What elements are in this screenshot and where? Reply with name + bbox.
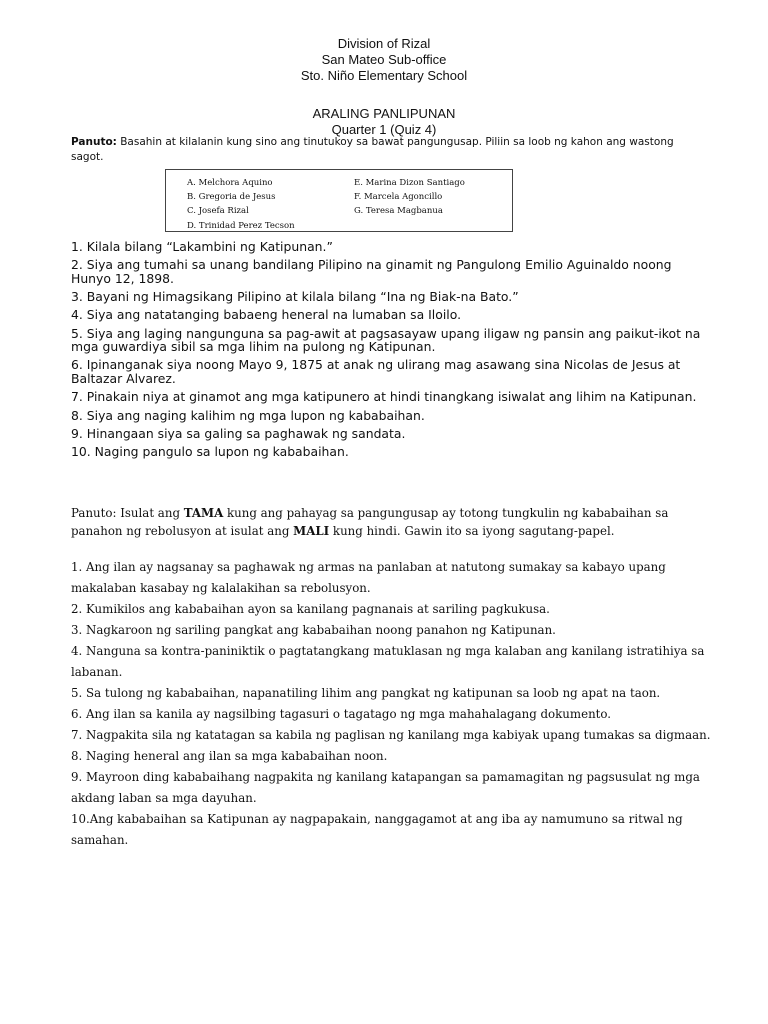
instructions-part1 — [71, 135, 691, 165]
header-spacer — [0, 84, 768, 106]
question-item: 9. Hinangaan siya sa galing sa paghawak ng sandata. — [71, 425, 406, 441]
instructions-label: Panuto: — [71, 136, 117, 148]
answer-choices-box — [165, 169, 513, 232]
choice-d: D. Trinidad Perez Tecson — [187, 220, 295, 231]
school-name: Sto. Niño Elementary School — [300, 68, 468, 83]
question-item: 3. Bayani ng Himagsikang Pilipino at kilala bilang “Ina ng Biak-na Bato.” — [71, 289, 519, 305]
choices-column-left — [187, 176, 295, 233]
choice-c: C. Josefa Rizal — [187, 206, 249, 217]
statement-item: 10.Ang kababaihan sa Katipunan ay nagpapakain, nanggagamot at ang iba ay namumuno sa ritwal ng samahan. — [71, 812, 683, 847]
statement-item: 1. Ang ilan ay nagsanay sa paghawak ng armas na panlaban at natutong sumakay sa kabayo upang makalaban kasabay ng kalalakihan sa rebolusyon. — [71, 560, 666, 595]
question-item: 7. Pinakain niya at ginamot ang mga katipunero at hindi tinangkang isiwalat ang lihim na Katipunan. — [71, 389, 697, 405]
tama-keyword: TAMA — [183, 506, 224, 520]
question-item: 2. Siya ang tumahi sa unang bandilang Pilipino na ginamit ng Pangulong Emilio Aguinaldo noong Hunyo 12, 1898. — [71, 257, 672, 286]
quarter-label: Quarter 1 (Quiz 4) — [331, 122, 437, 137]
sub-office-name: San Mateo Sub-office — [321, 52, 447, 67]
true-false-statements — [71, 557, 711, 851]
subject-title: ARALING PANLIPUNAN — [312, 106, 456, 121]
mali-keyword: MALI — [293, 524, 330, 538]
choice-e: E. Marina Dizon Santiago — [354, 178, 465, 188]
question-item: 5. Siya ang laging nangunguna sa pag-awit at pagsasayaw upang iligaw ng pansin ang paikut-ikot na mga guwardiya sibil sa mga lihim na pulong ng Katipunan. — [71, 325, 701, 355]
choices-column-right — [354, 176, 465, 219]
choice-a: A. Melchora Aquino — [187, 178, 273, 188]
statement-item: 4. Nanguna sa kontra-paniniktik o pagtatangkang matuklasan ng mga kalaban ang kanilang istratihiya sa labanan. — [71, 644, 705, 679]
statement-item: 8. Naging heneral ang ilan sa mga kababaihan noon. — [71, 749, 388, 763]
instructions-text: Basahin at kilalanin kung sino ang tinutukoy sa bawat pangungusap. Piliin sa loob ng kahon ang wastong sagot. — [71, 136, 674, 163]
instructions2-suffix: kung hindi. Gawin ito sa iyong sagutang-papel. — [329, 524, 615, 538]
statement-item: 2. Kumikilos ang kababaihan ayon sa kanilang pagnanais at sariling pagkukusa. — [71, 602, 550, 616]
question-item: 1. Kilala bilang “Lakambini ng Katipunan.” — [71, 239, 333, 254]
question-item: 8. Siya ang naging kalihim ng mga lupon ng kababaihan. — [71, 407, 425, 423]
division-name: Division of Rizal — [337, 36, 431, 51]
choice-b: B. Gregoria de Jesus — [187, 192, 276, 203]
instructions-part2 — [71, 504, 701, 540]
choice-f: F. Marcela Agoncillo — [354, 192, 443, 203]
statement-item: 6. Ang ilan sa kanila ay nagsilbing tagasuri o tagatago ng mga mahahalagang dokumento. — [71, 707, 612, 721]
question-item: 10. Naging pangulo sa lupon ng kababaihan. — [71, 444, 349, 460]
instructions2-prefix: Panuto: Isulat ang — [71, 506, 184, 520]
statement-item: 3. Nagkaroon ng sariling pangkat ang kababaihan noong panahon ng Katipunan. — [71, 623, 556, 637]
question-item: 4. Siya ang natatanging babaeng heneral na lumaban sa Iloilo. — [71, 307, 462, 323]
question-item: 6. Ipinanganak siya noong Mayo 9, 1875 at anak ng ulirang mag asawang sina Nicolas de Jesus at Baltazar Alvarez. — [71, 357, 681, 386]
statement-item: 5. Sa tulong ng kababaihan, napanatiling lihim ang pangkat ng katipunan sa loob ng apat na taon. — [71, 686, 661, 700]
statement-item: 7. Nagpakita sila ng katatagan sa kabila ng paglisan ng kanilang mga kabiyak upang tumakas sa digmaan. — [71, 728, 711, 742]
identification-questions — [71, 240, 711, 463]
choice-g: G. Teresa Magbanua — [354, 206, 443, 217]
instructions2-middle: kung ang pahayag sa pangungusap ay totong tungkulin ng kababaihan sa panahon ng rebolusyon at isulat ang — [71, 506, 669, 538]
statement-item: 9. Mayroon ding kababaihang nagpakita ng kanilang katapangan sa pamamagitan ng pagsusulat ng mga akdang laban sa mga dayuhan. — [71, 770, 700, 805]
document-header — [0, 36, 768, 138]
